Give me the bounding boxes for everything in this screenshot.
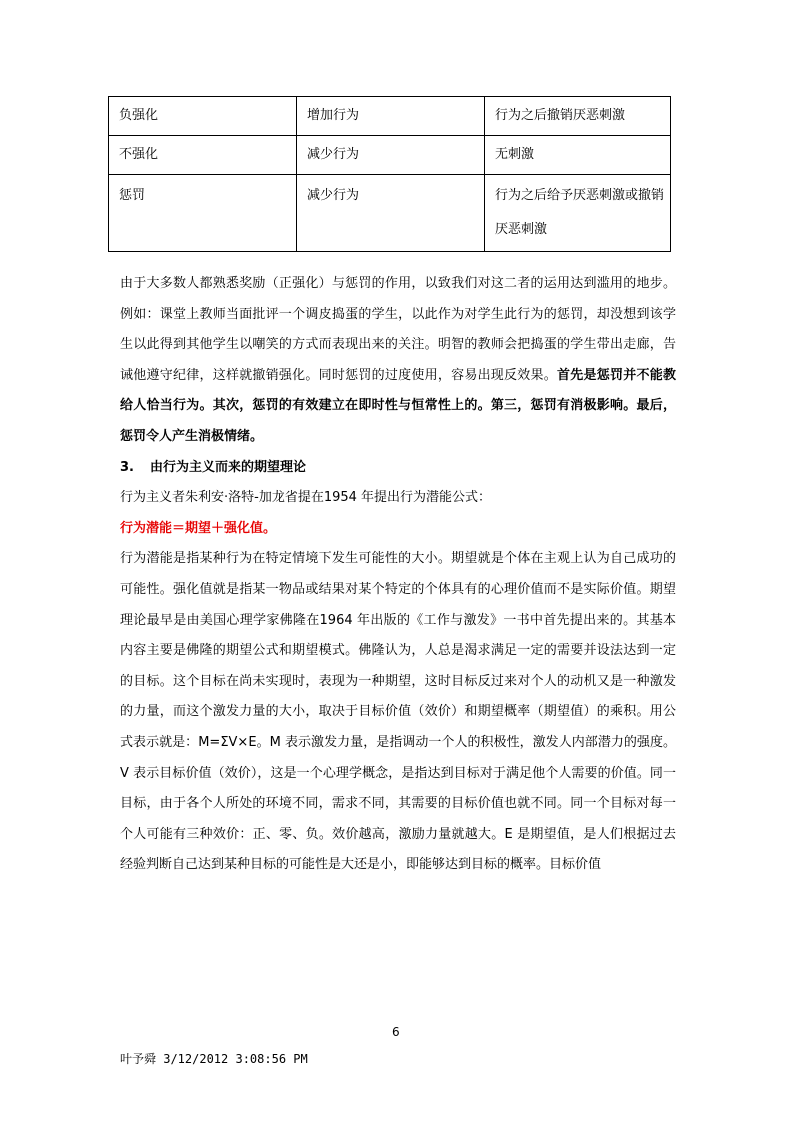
table-row	[109, 175, 671, 252]
paragraph-expectancy: 行为潜能是指某种行为在特定情境下发生可能性的大小。期望就是个体在主观上认为自己成功的可能性。强化值就是指某一物品或结果对某个特定的个体具有的心理价值而不是实际价值。期望理论最早是由美国心理学家佛隆在1964 年出版的《工作与激发》一书中首先提出来的。其基本内容主要是佛隆的期望公式和期望模式。佛隆认为，人总是渴求满足一定的需要并设法达到一定的目标。这个目标在尚未实现时，表现为一种期望，这时目标反过来对个人的动机又是一种激发的力量，而这个激发力量的大小，取决于目标价值（效价）和期望概率（期望值）的乘积。用公式表示就是：M=ΣV×E。M 表示激发力量，是指调动一个人的积极性，激发人内部潜力的强度。V 表示目标价值（效价），这是一个心理学概念，是指达到目标对于满足他个人需要的价值。同一目标，由于各个人所处的环境不同，需求不同，其需要的目标价值也就不同。同一个目标对每一个人可能有三种效价：正、零、负。效价越高，激励力量就越大。E 是期望值，是人们根据过去经验判断自己达到某种目标的可能性是大还是小，即能够达到目标的概率。目标价值	[120, 551, 676, 873]
reinforcement-table	[108, 96, 671, 252]
paragraph-punishment	[120, 269, 676, 453]
table-cell: 行为之后给予厌恶刺激或撤销厌恶刺激	[485, 175, 671, 252]
table-cell: 行为之后撤销厌恶刺激	[485, 97, 671, 136]
formula: 行为潜能＝期望＋强化值。	[120, 520, 277, 536]
page-number: 6	[392, 1025, 400, 1039]
table-cell: 负强化	[109, 97, 297, 136]
table-cell: 减少行为	[297, 175, 485, 252]
footer-author-timestamp: 叶予舜 3/12/2012 3:08:56 PM	[120, 1052, 308, 1066]
paragraph-rotter: 行为主义者朱利安·洛特-加龙省提在1954 年提出行为潜能公式：	[120, 490, 492, 506]
table-cell: 减少行为	[297, 136, 485, 175]
table-row	[109, 97, 671, 136]
section-heading	[120, 453, 676, 484]
paragraph-text: 由于大多数人都熟悉奖励（正强化）与惩罚的作用，以致我们对这二者的运用达到滥用的地步。例如：课堂上教师当面批评一个调皮捣蛋的学生，以此作为对学生此行为的惩罚，却没想到该学生以此得到其他学生以嘲笑的方式而表现出来的关注。明智的教师会把捣蛋的学生带出走廊，告诫他遵守纪律，这样就撤销强化。同时惩罚的过度使用，容易出现反效果。	[120, 276, 676, 383]
body-text	[120, 269, 676, 881]
table-row	[109, 136, 671, 175]
table-cell: 不强化	[109, 136, 297, 175]
section-number: 3.	[120, 459, 134, 475]
table-cell: 增加行为	[297, 97, 485, 136]
section-title: 由行为主义而来的期望理论	[150, 459, 307, 475]
table-cell: 惩罚	[109, 175, 297, 252]
table-cell: 无刺激	[485, 136, 671, 175]
paragraph-bold-text: 首先是惩罚并不能教给人恰当行为。其次，惩罚的有效建立在即时性与恒常性上的。第三，惩罚有消极影响。最后，惩罚令人产生消极情绪。	[120, 367, 676, 444]
